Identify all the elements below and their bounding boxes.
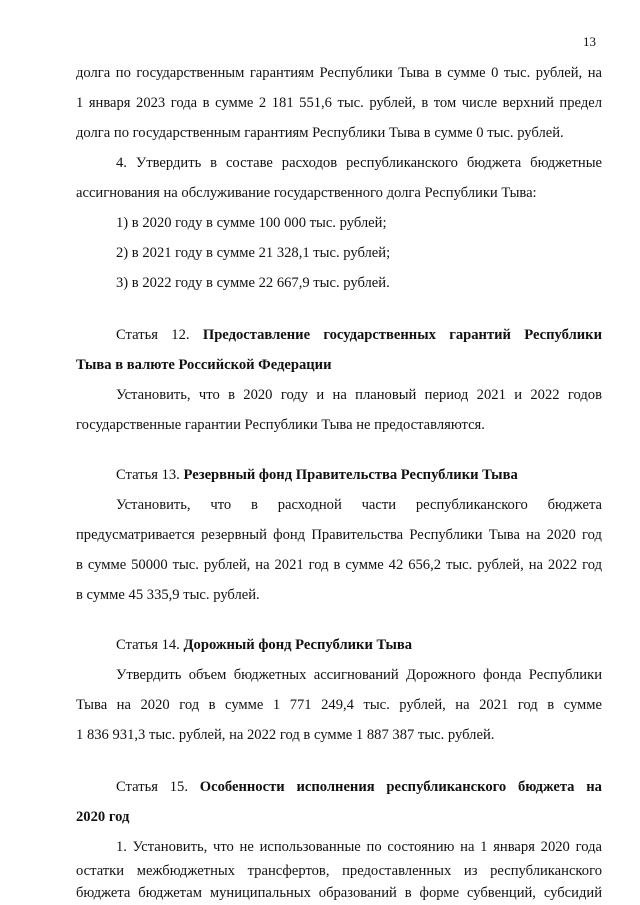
text-line: 4. Утвердить в составе расходов республиканского бюджета бюджетные xyxy=(116,155,602,171)
article-title: Тыва в валюте Российской Федерации xyxy=(76,357,332,373)
article-12-heading xyxy=(116,325,602,345)
article-15-heading-cont xyxy=(76,807,602,827)
text-line: 1 января 2023 года в сумме 2 181 551,6 тыс. рублей, в том числе верхний предел xyxy=(76,95,602,111)
text-line: Утвердить объем бюджетных ассигнований Дорожного фонда Республики xyxy=(116,667,602,683)
text-line: Установить, что в расходной части республиканского бюджета xyxy=(116,497,602,513)
article-14-heading xyxy=(116,635,602,655)
text-line: 1 836 931,3 тыс. рублей, на 2022 год в сумме 1 887 387 тыс. рублей. xyxy=(76,727,495,743)
text-line: остатки межбюджетных трансфертов, предоставленных из республиканского xyxy=(76,863,602,879)
article-prefix: Статья 14. xyxy=(116,637,180,653)
text-line: долга по государственным гарантиям Республики Тыва в сумме 0 тыс. рублей. xyxy=(76,125,564,141)
text-line: 1. Установить, что не использованные по состоянию на 1 января 2020 года xyxy=(116,839,602,855)
page-number: 13 xyxy=(583,34,596,49)
text-line: Тыва на 2020 год в сумме 1 771 249,4 тыс. рублей, на 2021 год в сумме xyxy=(76,697,602,713)
text-line: бюджета бюджетам муниципальных образований в форме субвенций, субсидий xyxy=(76,885,602,901)
text-line: Установить, что в 2020 году и на плановый период 2021 и 2022 годов xyxy=(116,387,602,403)
article-12-heading-cont xyxy=(76,355,602,375)
text-line: предусматривается резервный фонд Правительства Республики Тыва на 2020 год xyxy=(76,527,602,543)
article-title: Дорожный фонд Республики Тыва xyxy=(183,637,413,653)
article-title: 2020 год xyxy=(76,809,130,825)
article-title: Резервный фонд Правительства Республики Тыва xyxy=(183,467,518,483)
list-item: 3) в 2022 году в сумме 22 667,9 тыс. рублей. xyxy=(116,275,390,291)
text-line: ассигнования на обслуживание государственного долга Республики Тыва: xyxy=(76,185,537,201)
text-line: в сумме 50000 тыс. рублей, на 2021 год в сумме 42 656,2 тыс. рублей, на 2022 год xyxy=(76,557,602,573)
article-13-heading xyxy=(116,465,602,485)
article-title: Предоставление государственных гарантий Республики xyxy=(202,327,602,343)
article-prefix: Статья 13. xyxy=(116,467,180,483)
text-line: в сумме 45 335,9 тыс. рублей. xyxy=(76,587,260,603)
article-title: Особенности исполнения республиканского бюджета на xyxy=(199,779,602,795)
article-prefix: Статья 15. xyxy=(116,779,188,795)
article-15-heading xyxy=(116,777,602,797)
text-line: долга по государственным гарантиям Республики Тыва в сумме 0 тыс. рублей, на xyxy=(76,65,602,81)
list-item: 1) в 2020 году в сумме 100 000 тыс. рублей; xyxy=(116,215,387,231)
list-item: 2) в 2021 году в сумме 21 328,1 тыс. рублей; xyxy=(116,245,391,261)
text-line: государственные гарантии Республики Тыва не предоставляются. xyxy=(76,417,485,433)
article-prefix: Статья 12. xyxy=(116,327,190,343)
